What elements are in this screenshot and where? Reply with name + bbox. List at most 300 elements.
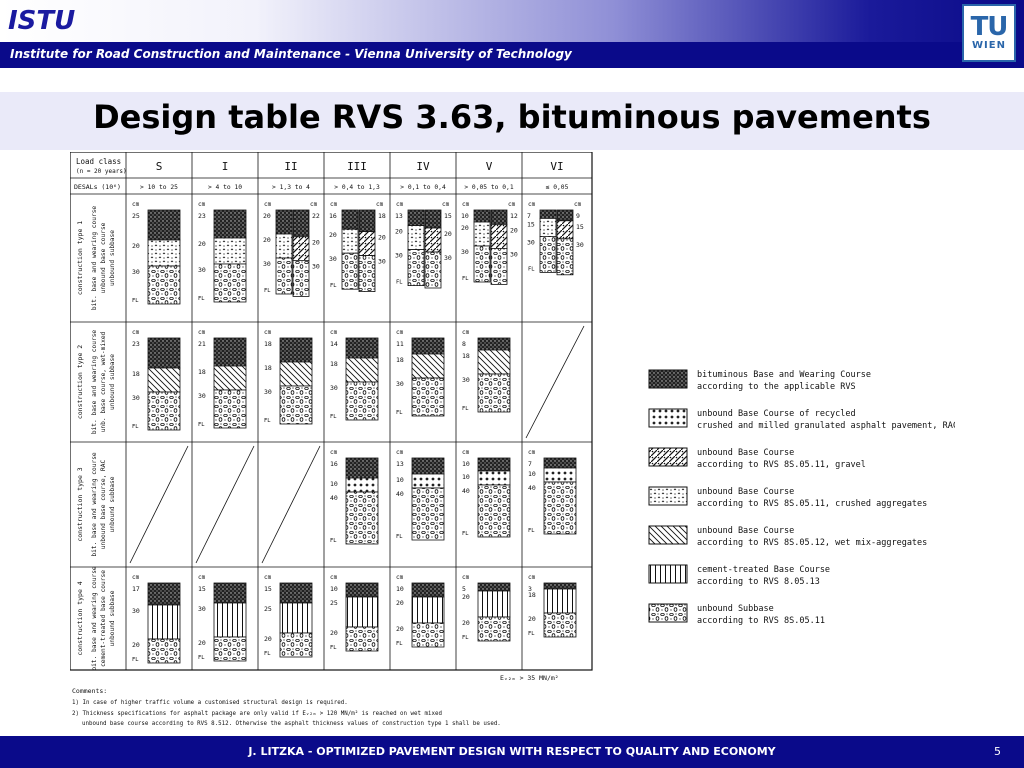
pavement-layer: [214, 238, 246, 264]
pavement-layer: [478, 591, 510, 617]
pavement-layer: [280, 633, 312, 657]
pavement-layer: [478, 338, 510, 350]
layer-thickness: 16: [329, 212, 337, 220]
legend-line-1: unbound Base Course: [697, 526, 795, 536]
comment-1: 1) In case of higher traffic volume a customised structural design is required.: [72, 700, 348, 706]
formation-level: FL: [396, 279, 403, 286]
layer-thickness: 30: [395, 251, 403, 260]
desals-value: > 1,3 to 4: [272, 184, 310, 191]
layer-thickness: 20: [198, 639, 206, 647]
footer-text: J. LITZKA - OPTIMIZED PAVEMENT DESIGN WITH RESPECT TO QUALITY AND ECONOMY: [248, 745, 776, 758]
layer-thickness: 10: [396, 476, 404, 484]
layer-thickness: 25: [264, 605, 272, 613]
unit-label: cm: [528, 574, 536, 581]
pavement-layer: [412, 597, 444, 623]
pavement-layer: [148, 583, 180, 605]
layer-thickness: 20: [330, 629, 338, 637]
row-sublabel: bit. base and wearing course: [91, 566, 98, 671]
layer-thickness: 30: [378, 257, 386, 266]
formation-level: FL: [330, 538, 337, 544]
layer-thickness: 15: [264, 585, 272, 593]
table-cell: [461, 201, 518, 284]
pavement-layer: [214, 264, 246, 302]
unit-label: cm: [376, 201, 384, 208]
unit-label: cm: [396, 201, 404, 208]
layer-thickness: 7: [527, 212, 531, 220]
layer-thickness: 18: [264, 364, 272, 372]
legend-line-2: crushed and milled granulated asphalt pavement, RAC: [697, 421, 955, 431]
pavement-layer: [557, 221, 573, 239]
pavement-layer: [544, 613, 576, 637]
table-cell: [396, 449, 444, 540]
layer-thickness: 13: [396, 460, 404, 468]
unit-label: cm: [264, 201, 272, 208]
layer-thickness: 16: [330, 460, 338, 468]
layer-thickness: 30: [444, 254, 452, 262]
pavement-layer: [214, 637, 246, 661]
pavement-layer: [346, 458, 378, 478]
layer-thickness: 25: [132, 212, 140, 220]
institute-subtitle: Institute for Road Construction and Maintenance - Vienna University of Technology: [10, 47, 572, 61]
table-cell: [462, 574, 510, 641]
layer-thickness: 10: [462, 473, 470, 481]
unit-label: cm: [132, 574, 140, 581]
pavement-layer: [346, 358, 378, 382]
layer-thickness: 18: [396, 356, 404, 364]
pavement-layer: [412, 378, 444, 416]
page-number: 5: [994, 745, 1001, 758]
legend-line-2: according to RVS 8.05.13: [697, 577, 820, 587]
unit-label: cm: [528, 201, 536, 208]
layer-thickness: 30: [132, 268, 140, 276]
row-label: construction type 3: [76, 467, 84, 542]
legend-swatch: [649, 448, 687, 466]
layer-thickness: 30: [132, 607, 140, 615]
table-cell: [527, 201, 584, 275]
layer-thickness: 20: [378, 233, 386, 242]
pavement-layer: [148, 210, 180, 240]
pavement-layer: [280, 338, 312, 362]
pavement-layer: [359, 232, 375, 256]
unit-label: cm: [396, 329, 404, 336]
pavement-layer: [478, 485, 510, 537]
pavement-layer: [346, 597, 378, 627]
load-class-I: I: [221, 160, 229, 173]
desals-header: DESALs (10⁶): [74, 183, 121, 191]
formation-level: FL: [528, 266, 535, 273]
legend-swatch: [649, 370, 687, 388]
design-table-svg: [70, 152, 596, 730]
formation-level: FL: [198, 296, 205, 302]
legend-item: [649, 487, 927, 509]
layer-thickness: 20: [510, 226, 518, 235]
layer-thickness: 20: [132, 641, 140, 649]
table-cell: [263, 201, 320, 296]
row-sublabel: bit. base and wearing course: [91, 329, 98, 435]
legend-line-2: according to RVS 8S.05.12, wet mix-aggregates: [697, 538, 928, 548]
pavement-layer: [214, 366, 246, 390]
pavement-layer: [478, 471, 510, 485]
legend-line-2: according to the applicable RVS: [697, 382, 856, 392]
formation-level: FL: [396, 410, 403, 416]
formation-level: FL: [330, 283, 337, 290]
unit-label: cm: [442, 201, 450, 208]
formation-level: FL: [198, 422, 205, 428]
row-label-group: [76, 452, 116, 557]
logo-wien-text: WIEN: [972, 40, 1006, 51]
row-sublabel: bit. base and wearing course: [91, 205, 98, 311]
layer-thickness: 5: [462, 585, 466, 593]
table-cell: [396, 329, 444, 416]
desals-value: > 0,4 to 1,3: [334, 184, 380, 191]
layer-thickness: 18: [528, 591, 536, 599]
table-cell: [526, 326, 584, 438]
slide-title: Design table RVS 3.63, bituminous pavements: [93, 98, 931, 136]
pavement-layer: [214, 210, 246, 238]
pavement-layer: [148, 368, 180, 392]
table-cell: [262, 446, 320, 563]
pavement-layer: [412, 488, 444, 540]
pavement-layer: [544, 458, 576, 468]
formation-level: FL: [198, 655, 205, 661]
pavement-layer: [214, 390, 246, 428]
table-cell: [130, 446, 188, 563]
pavement-layer: [359, 256, 375, 292]
unit-label: cm: [462, 201, 470, 208]
unit-label: cm: [330, 201, 338, 208]
unit-label: cm: [396, 574, 404, 581]
layer-thickness: 23: [132, 340, 140, 348]
unit-label: cm: [264, 329, 272, 336]
row-sublabel: unbound subbase: [109, 476, 116, 533]
pavement-layer: [474, 246, 490, 282]
layer-thickness: 12: [510, 212, 518, 220]
layer-thickness: 20: [312, 238, 320, 247]
layer-thickness: 20: [461, 224, 469, 232]
pavement-layer: [148, 338, 180, 368]
layer-thickness: 20: [528, 615, 536, 623]
pavement-layer: [214, 603, 246, 637]
row-sublabel: unb. base course, wet-mixed: [100, 331, 107, 433]
layer-thickness: 18: [462, 352, 470, 360]
table-cell: [528, 449, 576, 534]
layer-thickness: 30: [264, 388, 272, 396]
pavement-layer: [342, 210, 358, 229]
pavement-layer: [412, 354, 444, 378]
pavement-layer: [540, 218, 556, 236]
layer-thickness: 25: [330, 599, 338, 607]
not-applicable-diagonal: [130, 446, 188, 563]
table-cell: [132, 574, 180, 663]
pavement-layer: [346, 492, 378, 544]
load-class-II: II: [284, 160, 298, 173]
table-header: [74, 157, 127, 191]
unit-label: cm: [330, 449, 338, 456]
formation-level: FL: [264, 418, 271, 424]
pavement-layer: [478, 617, 510, 641]
load-class-header: Load class: [76, 157, 122, 166]
formation-level: FL: [264, 651, 271, 657]
layer-thickness: 30: [396, 380, 404, 388]
row-sublabel: unbound subbase: [109, 354, 116, 410]
layer-thickness: 10: [461, 212, 469, 220]
load-class-IV: IV: [416, 160, 430, 173]
pavement-layer: [478, 374, 510, 412]
pavement-layer: [425, 252, 441, 288]
pavement-layer: [346, 382, 378, 420]
layer-thickness: 30: [527, 238, 535, 247]
formation-level: FL: [462, 406, 469, 412]
layer-thickness: 30: [198, 605, 206, 613]
layer-thickness: 20: [329, 231, 337, 240]
legend-swatch: [649, 526, 687, 544]
pavement-layer: [280, 603, 312, 633]
load-class-V: V: [485, 160, 493, 173]
pavement-layer: [425, 210, 441, 228]
unit-label: cm: [132, 329, 140, 336]
formation-level: FL: [528, 528, 535, 534]
layer-thickness: 30: [198, 392, 206, 400]
formation-level: FL: [330, 645, 337, 651]
layer-thickness: 13: [395, 212, 403, 220]
layer-thickness: 15: [527, 220, 535, 229]
pavement-layer: [474, 210, 490, 222]
layer-thickness: 10: [462, 460, 470, 468]
legend-line-1: unbound Base Course: [697, 487, 795, 497]
load-class-S: S: [155, 160, 163, 173]
pavement-layer: [280, 583, 312, 603]
legend-item: [649, 448, 866, 470]
layer-thickness: 30: [263, 260, 271, 268]
formation-level: FL: [132, 298, 139, 304]
pavement-layer: [544, 482, 576, 534]
pavement-layer: [148, 266, 180, 304]
formation-level: FL: [132, 424, 139, 430]
pavement-layer: [412, 583, 444, 597]
pavement-layer: [408, 210, 424, 226]
layer-thickness: 18: [378, 212, 386, 220]
legend-line-2: according to RVS 8S.05.11, crushed aggregates: [697, 499, 928, 509]
table-cell: [198, 574, 246, 661]
layer-thickness: 10: [330, 480, 338, 488]
pavement-layer: [544, 583, 576, 589]
layer-thickness: 30: [132, 394, 140, 402]
layer-thickness: 20: [444, 230, 452, 238]
table-cell: [462, 449, 510, 537]
table-cell: [264, 329, 312, 424]
pavement-layer: [280, 362, 312, 386]
row-label-group: [76, 566, 116, 671]
pavement-layer: [148, 240, 180, 266]
legend-line-1: bituminous Base and Wearing Course: [697, 370, 871, 380]
pavement-layer: [280, 386, 312, 424]
layer-thickness: 20: [462, 619, 470, 627]
legend-line-2: according to RVS 8S.05.11, gravel: [697, 460, 866, 470]
pavement-layer: [491, 210, 507, 224]
formation-level: FL: [396, 641, 403, 647]
comment-3: unbound base course according to RVS 8.512. Otherwise the asphalt thickness values of construction type 1 shall be used.: [82, 721, 501, 727]
comment-2: 2) Thickness specifications for asphalt package are only valid if Eᵥ₂ₘ > 120 MN/m² is reached on wet mixed: [72, 711, 442, 717]
pavement-layer: [540, 236, 556, 272]
table-cell: [395, 201, 452, 288]
unit-label: cm: [264, 574, 272, 581]
unit-label: cm: [508, 201, 516, 208]
formation-level: FL: [462, 635, 469, 641]
ev2m-note: Eᵥ₂ₘ > 35 MN/m²: [500, 674, 559, 682]
pavement-layer: [346, 338, 378, 358]
pavement-layer: [148, 639, 180, 663]
row-label-group: [76, 206, 116, 311]
legend-item: [649, 409, 955, 431]
table-cell: [330, 329, 378, 420]
pavement-layer: [342, 229, 358, 253]
legend-swatch: [649, 565, 687, 583]
unit-label: cm: [310, 201, 318, 208]
pavement-layer: [557, 239, 573, 275]
row-sublabel: unbound base course, RAC: [100, 459, 107, 550]
pavement-layer: [293, 236, 309, 260]
table-cell: [198, 201, 246, 302]
pavement-layer: [478, 350, 510, 374]
layer-thickness: 20: [198, 240, 206, 248]
legend-swatch: [649, 487, 687, 505]
unit-label: cm: [198, 574, 206, 581]
layer-thickness: 20: [395, 227, 403, 236]
layer-thickness: 21: [198, 340, 206, 348]
load-class-VI: VI: [550, 160, 564, 173]
pavement-layer: [474, 222, 490, 246]
desals-value: ≤ 0,05: [545, 184, 569, 191]
layer-thickness: 8: [462, 340, 466, 348]
legend-item: [649, 604, 825, 626]
unit-label: cm: [198, 201, 206, 208]
layer-thickness: 15: [444, 212, 452, 220]
layer-thickness: 20: [263, 212, 271, 220]
load-class-subheader: (n = 20 years): [76, 168, 127, 175]
pavement-layer: [214, 338, 246, 366]
table-cell: [264, 574, 312, 657]
design-table-figure: [70, 152, 596, 730]
unit-label: cm: [574, 201, 582, 208]
pavement-layer: [412, 338, 444, 354]
layer-thickness: 10: [396, 585, 404, 593]
table-cell: [132, 329, 180, 430]
table-cell: [196, 446, 254, 563]
layer-thickness: 18: [264, 340, 272, 348]
layer-thickness: 40: [330, 494, 338, 502]
pavement-layer: [408, 226, 424, 250]
layer-thickness: 20: [396, 599, 404, 607]
legend-item: [649, 565, 830, 587]
table-cell: [462, 329, 510, 412]
layer-thickness: 9: [576, 212, 580, 220]
legend-line-1: unbound Base Course of recycled: [697, 409, 856, 419]
unit-label: cm: [330, 329, 338, 336]
layer-thickness: 20: [132, 242, 140, 250]
layer-thickness: 30: [330, 384, 338, 392]
not-applicable-diagonal: [262, 446, 320, 563]
pavement-layer: [557, 210, 573, 221]
formation-level: FL: [330, 414, 337, 420]
row-label: construction type 1: [76, 220, 84, 296]
pavement-layer: [412, 623, 444, 647]
pavement-layer: [359, 210, 375, 232]
pavement-layer: [478, 458, 510, 471]
pavement-layer: [342, 253, 358, 289]
legend-line-2: according to RVS 8S.05.11: [697, 616, 825, 626]
layer-thickness: 20: [264, 635, 272, 643]
table-cell: [528, 574, 576, 637]
unit-label: cm: [198, 329, 206, 336]
layer-thickness: 15: [576, 222, 584, 231]
layer-thickness: 22: [312, 212, 320, 220]
unit-label: cm: [132, 201, 140, 208]
layer-thickness: 40: [462, 487, 470, 495]
layer-thickness: 20: [263, 236, 271, 244]
table-cell: [132, 201, 180, 304]
legend-panel: [633, 360, 955, 650]
layer-thickness: 11: [396, 340, 404, 348]
formation-level: FL: [462, 276, 469, 282]
pavement-layer: [346, 478, 378, 492]
layer-thickness: 40: [528, 484, 536, 492]
legend-swatch: [649, 409, 687, 427]
layer-thickness: 18: [198, 368, 206, 376]
pavement-layer: [425, 228, 441, 252]
desals-value: > 4 to 10: [207, 184, 243, 191]
tu-wien-logo: [962, 4, 1016, 62]
legend-svg: [633, 360, 955, 650]
pavement-layer: [544, 589, 576, 613]
pavement-layer: [540, 210, 556, 218]
unit-label: cm: [528, 449, 536, 456]
formation-level: FL: [462, 531, 469, 537]
pavement-layer: [293, 260, 309, 296]
formation-level: FL: [396, 534, 403, 540]
layer-thickness: 23: [198, 212, 206, 220]
layer-thickness: 30: [461, 248, 469, 256]
pavement-layer: [478, 583, 510, 591]
pavement-layer: [346, 583, 378, 597]
legend-line-1: unbound Base Course: [697, 448, 795, 458]
layer-thickness: 3: [528, 585, 532, 593]
layer-thickness: 30: [462, 376, 470, 384]
load-class-III: III: [347, 160, 367, 173]
layer-thickness: 20: [462, 593, 470, 601]
unit-label: cm: [396, 449, 404, 456]
formation-level: FL: [132, 657, 139, 663]
table-cell: [330, 449, 378, 544]
unit-label: cm: [462, 574, 470, 581]
row-label-group: [76, 330, 116, 435]
logo-tu-text: TU: [970, 12, 1008, 42]
layer-thickness: 30: [510, 250, 518, 259]
not-applicable-diagonal: [196, 446, 254, 563]
desals-value: > 0,05 to 0,1: [464, 184, 514, 191]
legend-swatch: [649, 604, 687, 622]
layer-thickness: 30: [312, 262, 320, 271]
table-cell: [396, 574, 444, 647]
layer-thickness: 14: [330, 340, 338, 348]
brand-name: ISTU: [8, 6, 76, 36]
layer-thickness: 15: [198, 585, 206, 593]
pavement-layer: [276, 234, 292, 258]
pavement-layer: [148, 392, 180, 430]
layer-thickness: 30: [329, 255, 337, 264]
row-sublabel: unbound base course: [100, 222, 107, 294]
pavement-layer: [148, 605, 180, 639]
table-cell: [198, 329, 246, 428]
